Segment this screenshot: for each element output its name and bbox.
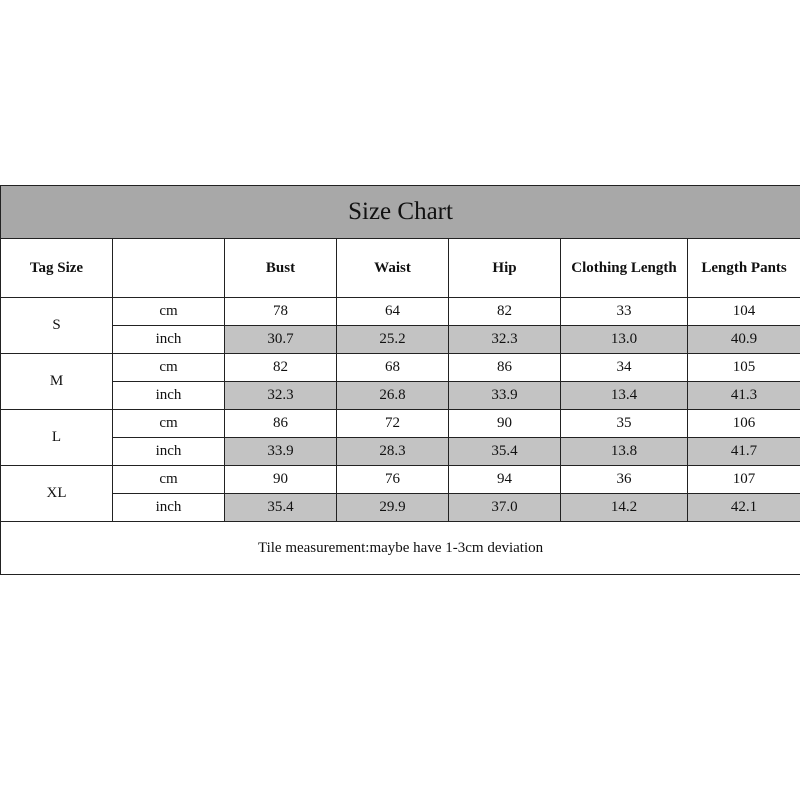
measurement-cell: 35.4 — [225, 494, 337, 522]
measurement-cell: 72 — [337, 410, 449, 438]
measurement-cell: 90 — [449, 410, 561, 438]
measurement-cell: 25.2 — [337, 326, 449, 354]
unit-cell: inch — [113, 326, 225, 354]
measurement-cell: 13.0 — [561, 326, 688, 354]
measurement-cell: 42.1 — [688, 494, 800, 522]
measurement-cell: 76 — [337, 466, 449, 494]
measurement-cell: 104 — [688, 298, 800, 326]
measurement-cell: 26.8 — [337, 382, 449, 410]
table-row — [1, 410, 800, 438]
measurement-cell: 30.7 — [225, 326, 337, 354]
measurement-cell: 106 — [688, 410, 800, 438]
unit-cell: inch — [113, 382, 225, 410]
measurement-cell: 35 — [561, 410, 688, 438]
measurement-cell: 36 — [561, 466, 688, 494]
chart-title: Size Chart — [1, 186, 800, 239]
measurement-cell: 33 — [561, 298, 688, 326]
measurement-cell: 40.9 — [688, 326, 800, 354]
measurement-cell: 32.3 — [449, 326, 561, 354]
measurement-cell: 94 — [449, 466, 561, 494]
unit-cell: inch — [113, 494, 225, 522]
tag-size-cell: M — [1, 354, 113, 410]
unit-cell: cm — [113, 466, 225, 494]
table-row — [1, 382, 800, 410]
column-header: Clothing Length — [561, 239, 688, 298]
measurement-cell: 13.8 — [561, 438, 688, 466]
measurement-cell: 82 — [225, 354, 337, 382]
column-header: Tag Size — [1, 239, 113, 298]
measurement-cell: 68 — [337, 354, 449, 382]
measurement-cell: 35.4 — [449, 438, 561, 466]
column-header: Waist — [337, 239, 449, 298]
measurement-cell: 32.3 — [225, 382, 337, 410]
table-row — [1, 466, 800, 494]
unit-cell: cm — [113, 354, 225, 382]
measurement-cell: 105 — [688, 354, 800, 382]
unit-cell: cm — [113, 298, 225, 326]
measurement-cell: 82 — [449, 298, 561, 326]
measurement-cell: 34 — [561, 354, 688, 382]
column-header: Hip — [449, 239, 561, 298]
table-row — [1, 326, 800, 354]
measurement-cell: 86 — [225, 410, 337, 438]
measurement-cell: 78 — [225, 298, 337, 326]
tag-size-cell: XL — [1, 466, 113, 522]
measurement-cell: 41.7 — [688, 438, 800, 466]
measurement-cell: 33.9 — [225, 438, 337, 466]
measurement-cell: 41.3 — [688, 382, 800, 410]
footer-note: Tile measurement:maybe have 1-3cm deviation — [1, 522, 800, 575]
measurement-cell: 14.2 — [561, 494, 688, 522]
tag-size-cell: S — [1, 298, 113, 354]
tag-size-cell: L — [1, 410, 113, 466]
measurement-cell: 64 — [337, 298, 449, 326]
table-row — [1, 354, 800, 382]
measurement-cell: 29.9 — [337, 494, 449, 522]
measurement-cell: 90 — [225, 466, 337, 494]
column-header — [113, 239, 225, 298]
measurement-cell: 28.3 — [337, 438, 449, 466]
table-row — [1, 298, 800, 326]
size-chart-table — [0, 185, 800, 575]
measurement-cell: 37.0 — [449, 494, 561, 522]
column-header: Bust — [225, 239, 337, 298]
measurement-cell: 86 — [449, 354, 561, 382]
table-row — [1, 438, 800, 466]
unit-cell: inch — [113, 438, 225, 466]
unit-cell: cm — [113, 410, 225, 438]
measurement-cell: 107 — [688, 466, 800, 494]
column-header: Length Pants — [688, 239, 800, 298]
measurement-cell: 33.9 — [449, 382, 561, 410]
measurement-cell: 13.4 — [561, 382, 688, 410]
table-row — [1, 494, 800, 522]
